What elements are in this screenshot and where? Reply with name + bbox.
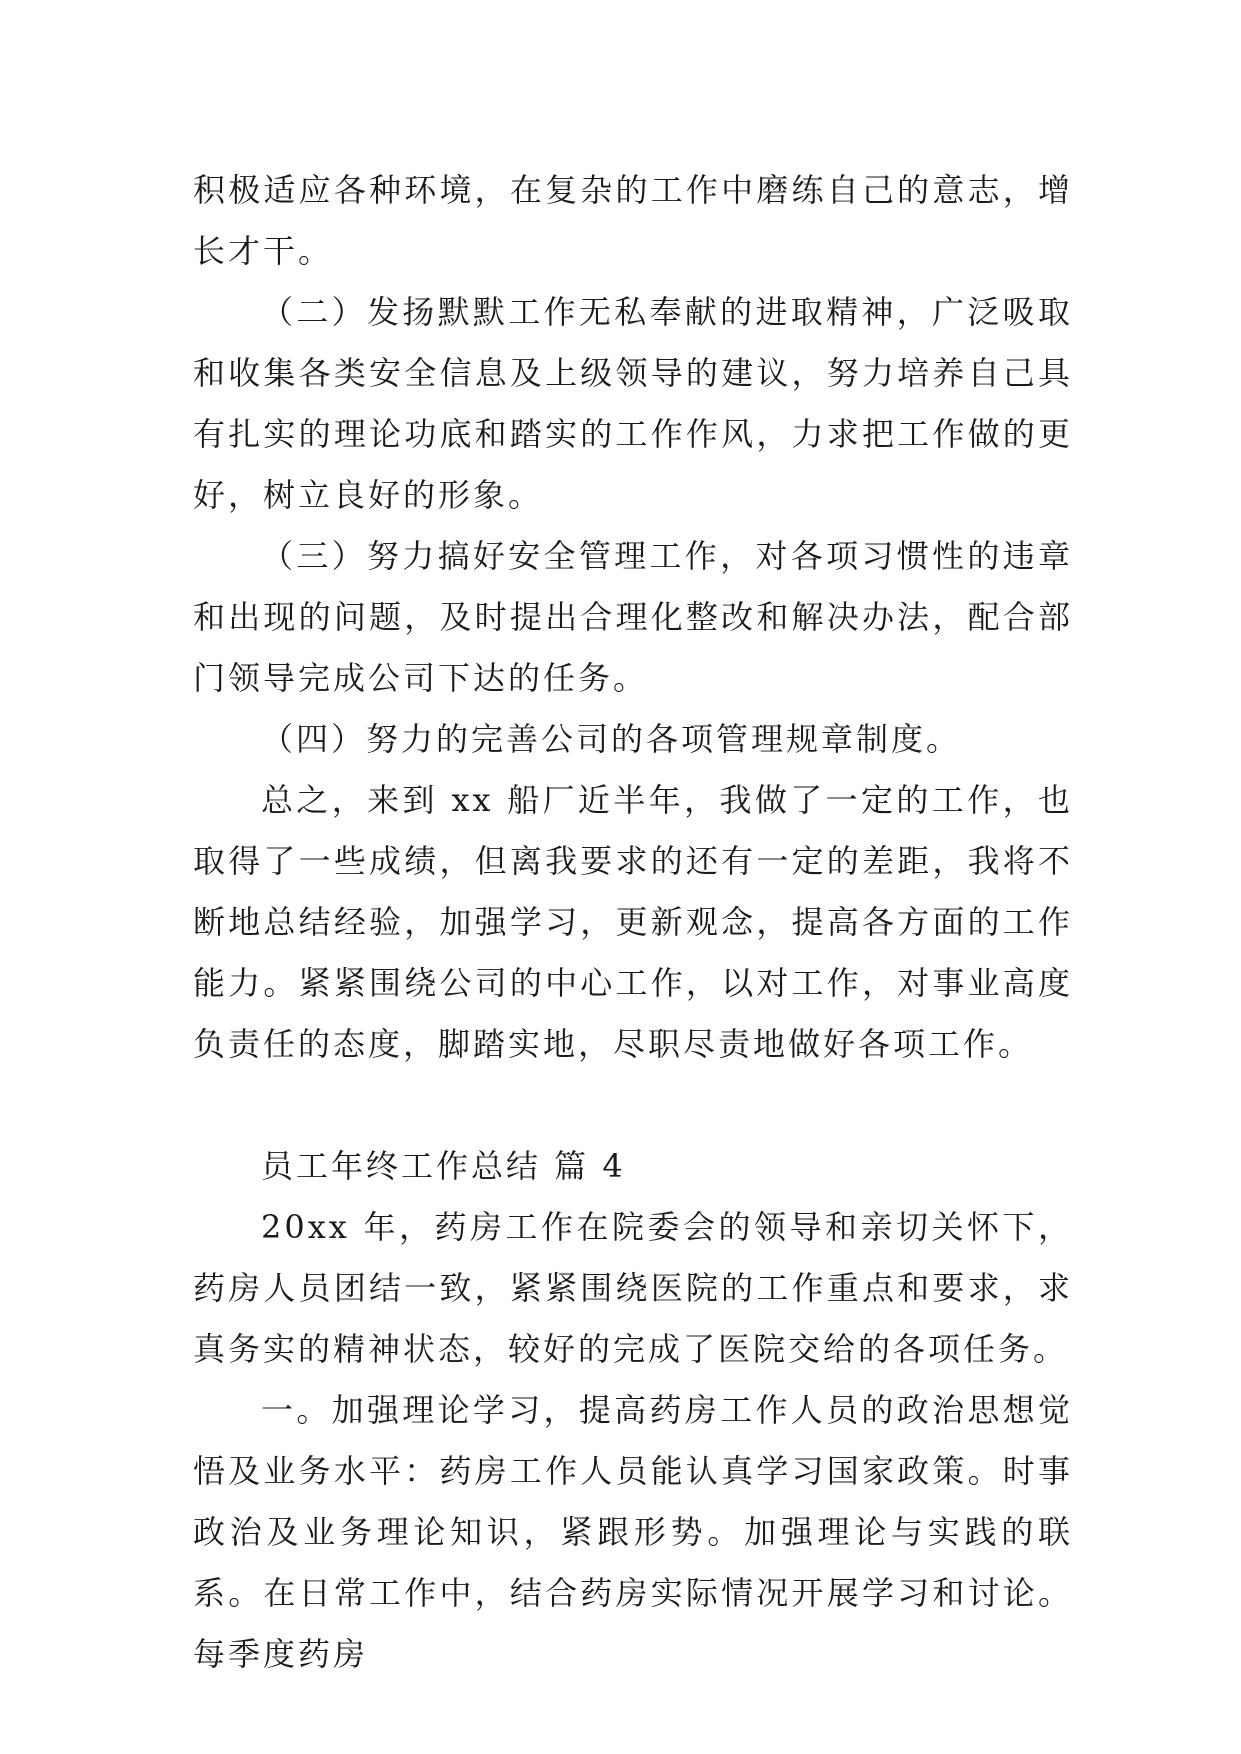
section-heading: 员工年终工作总结 篇 4 [261,1147,626,1185]
section-spacer [193,1075,1073,1136]
paragraph: 20xx 年，药房工作在院委会的领导和亲切关怀下，药房人员团结一致，紧紧围绕医院的工作重点和要求，求真务实的精神状态，较好的完成了医院交给的各项任务。 [193,1208,1073,1368]
paragraph: （三）努力搞好安全管理工作，对各项习惯性的违章和出现的问题，及时提出合理化整改和解决办法，配合部门领导完成公司下达的任务。 [193,537,1073,697]
paragraph: 总之，来到 xx 船厂近半年，我做了一定的工作，也取得了一些成绩，但离我要求的还有一定的差距，我将不断地总结经验，加强学习，更新观念，提高各方面的工作能力。紧紧围绕公司的中心工作，以对工作，对事业高度负责任的态度，脚踏实地，尽职尽责地做好各项工作。 [193,781,1073,1063]
paragraph: （四）努力的完善公司的各项管理规章制度。 [261,720,962,758]
paragraph: 一。加强理论学习，提高药房工作人员的政治思想觉悟及业务水平：药房工作人员能认真学习国家政策。时事政治及业务理论知识，紧跟形势。加强理论与实践的联系。在日常工作中，结合药房实际情况开展学习和讨论。每季度药房 [193,1391,1073,1673]
document-body [193,160,1073,1685]
paragraph: （二）发扬默默工作无私奉献的进取精神，广泛吸取和收集各类安全信息及上级领导的建议，努力培养自己具有扎实的理论功底和踏实的工作作风，力求把工作做的更好，树立良好的形象。 [193,293,1073,514]
paragraph: 积极适应各种环境，在复杂的工作中磨练自己的意志，增长才干。 [193,171,1073,270]
